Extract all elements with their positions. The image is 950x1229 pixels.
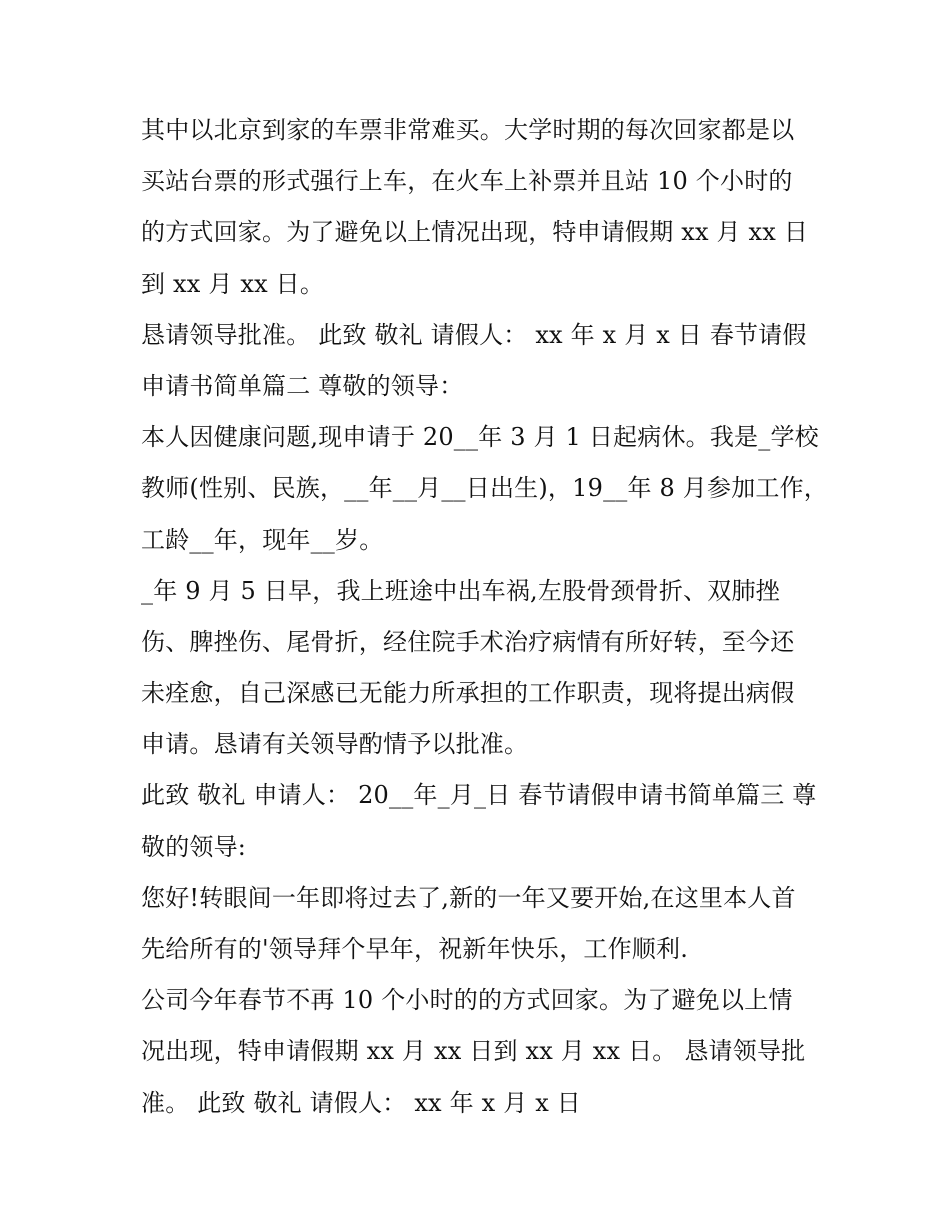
text-line: 公司今年春节不再 10 个小时的的方式回家。为了避免以上情 [141, 986, 793, 1015]
paragraph-2 [141, 310, 821, 412]
text-line: 恳请领导批准。 此致 敬礼 请假人： xx 年 x 月 x 日 春节请假 [141, 320, 807, 349]
text-line: 买站台票的形式强行上车，在火车上补票并且站 10 个小时的 [141, 167, 793, 196]
text-line: 工龄__年，现年__岁。 [141, 525, 384, 554]
text-line: 教师(性别、民族，__年__月__日出生)，19__年 8 月参加工作， [141, 474, 828, 503]
text-line: _年 9 月 5 日早，我上班途中出车祸,左股骨颈骨折、双肺挫 [141, 576, 780, 605]
paragraph-5 [141, 770, 821, 872]
text-line: 申请书简单篇二 尊敬的领导： [141, 371, 464, 400]
text-line: 本人因健康问题,现申请于 20__年 3 月 1 日起病休。我是_学校 [141, 423, 819, 452]
paragraph-1 [141, 105, 821, 310]
text-line: 况出现，特申请假期 xx 月 xx 日到 xx 月 xx 日。 恳请领导批 [141, 1037, 806, 1066]
text-line: 敬的领导: [141, 832, 247, 861]
text-line: 先给所有的'领导拜个早年，祝新年快乐，工作顺利. [141, 935, 689, 963]
paragraph-6 [141, 873, 821, 975]
text-line: 此致 敬礼 申请人： 20__年_月_日 春节请假申请书简单篇三 尊 [141, 781, 817, 810]
text-line: 申请。恳请有关领导酌情予以批准。 [141, 730, 529, 759]
document-body [141, 105, 828, 1129]
paragraph-4 [141, 566, 821, 771]
text-line: 的方式回家。为了避免以上情况出现，特申请假期 xx 月 xx 日 [141, 218, 809, 247]
paragraph-3 [141, 412, 828, 566]
text-line: 您好!转眼间一年即将过去了,新的一年又要开始,在这里本人首 [141, 883, 796, 912]
text-line: 准。 此致 敬礼 请假人： xx 年 x 月 x 日 [141, 1088, 581, 1117]
text-line: 伤、脾挫伤、尾骨折，经住院手术治疗病情有所好转，至今还 [141, 627, 795, 656]
text-line: 到 xx 月 xx 日。 [141, 269, 325, 298]
text-line: 其中以北京到家的车票非常难买。大学时期的每次回家都是以 [141, 116, 795, 144]
text-line: 未痊愈，自己深感已无能力所承担的工作职责，现将提出病假 [141, 679, 795, 708]
paragraph-7 [141, 975, 821, 1129]
